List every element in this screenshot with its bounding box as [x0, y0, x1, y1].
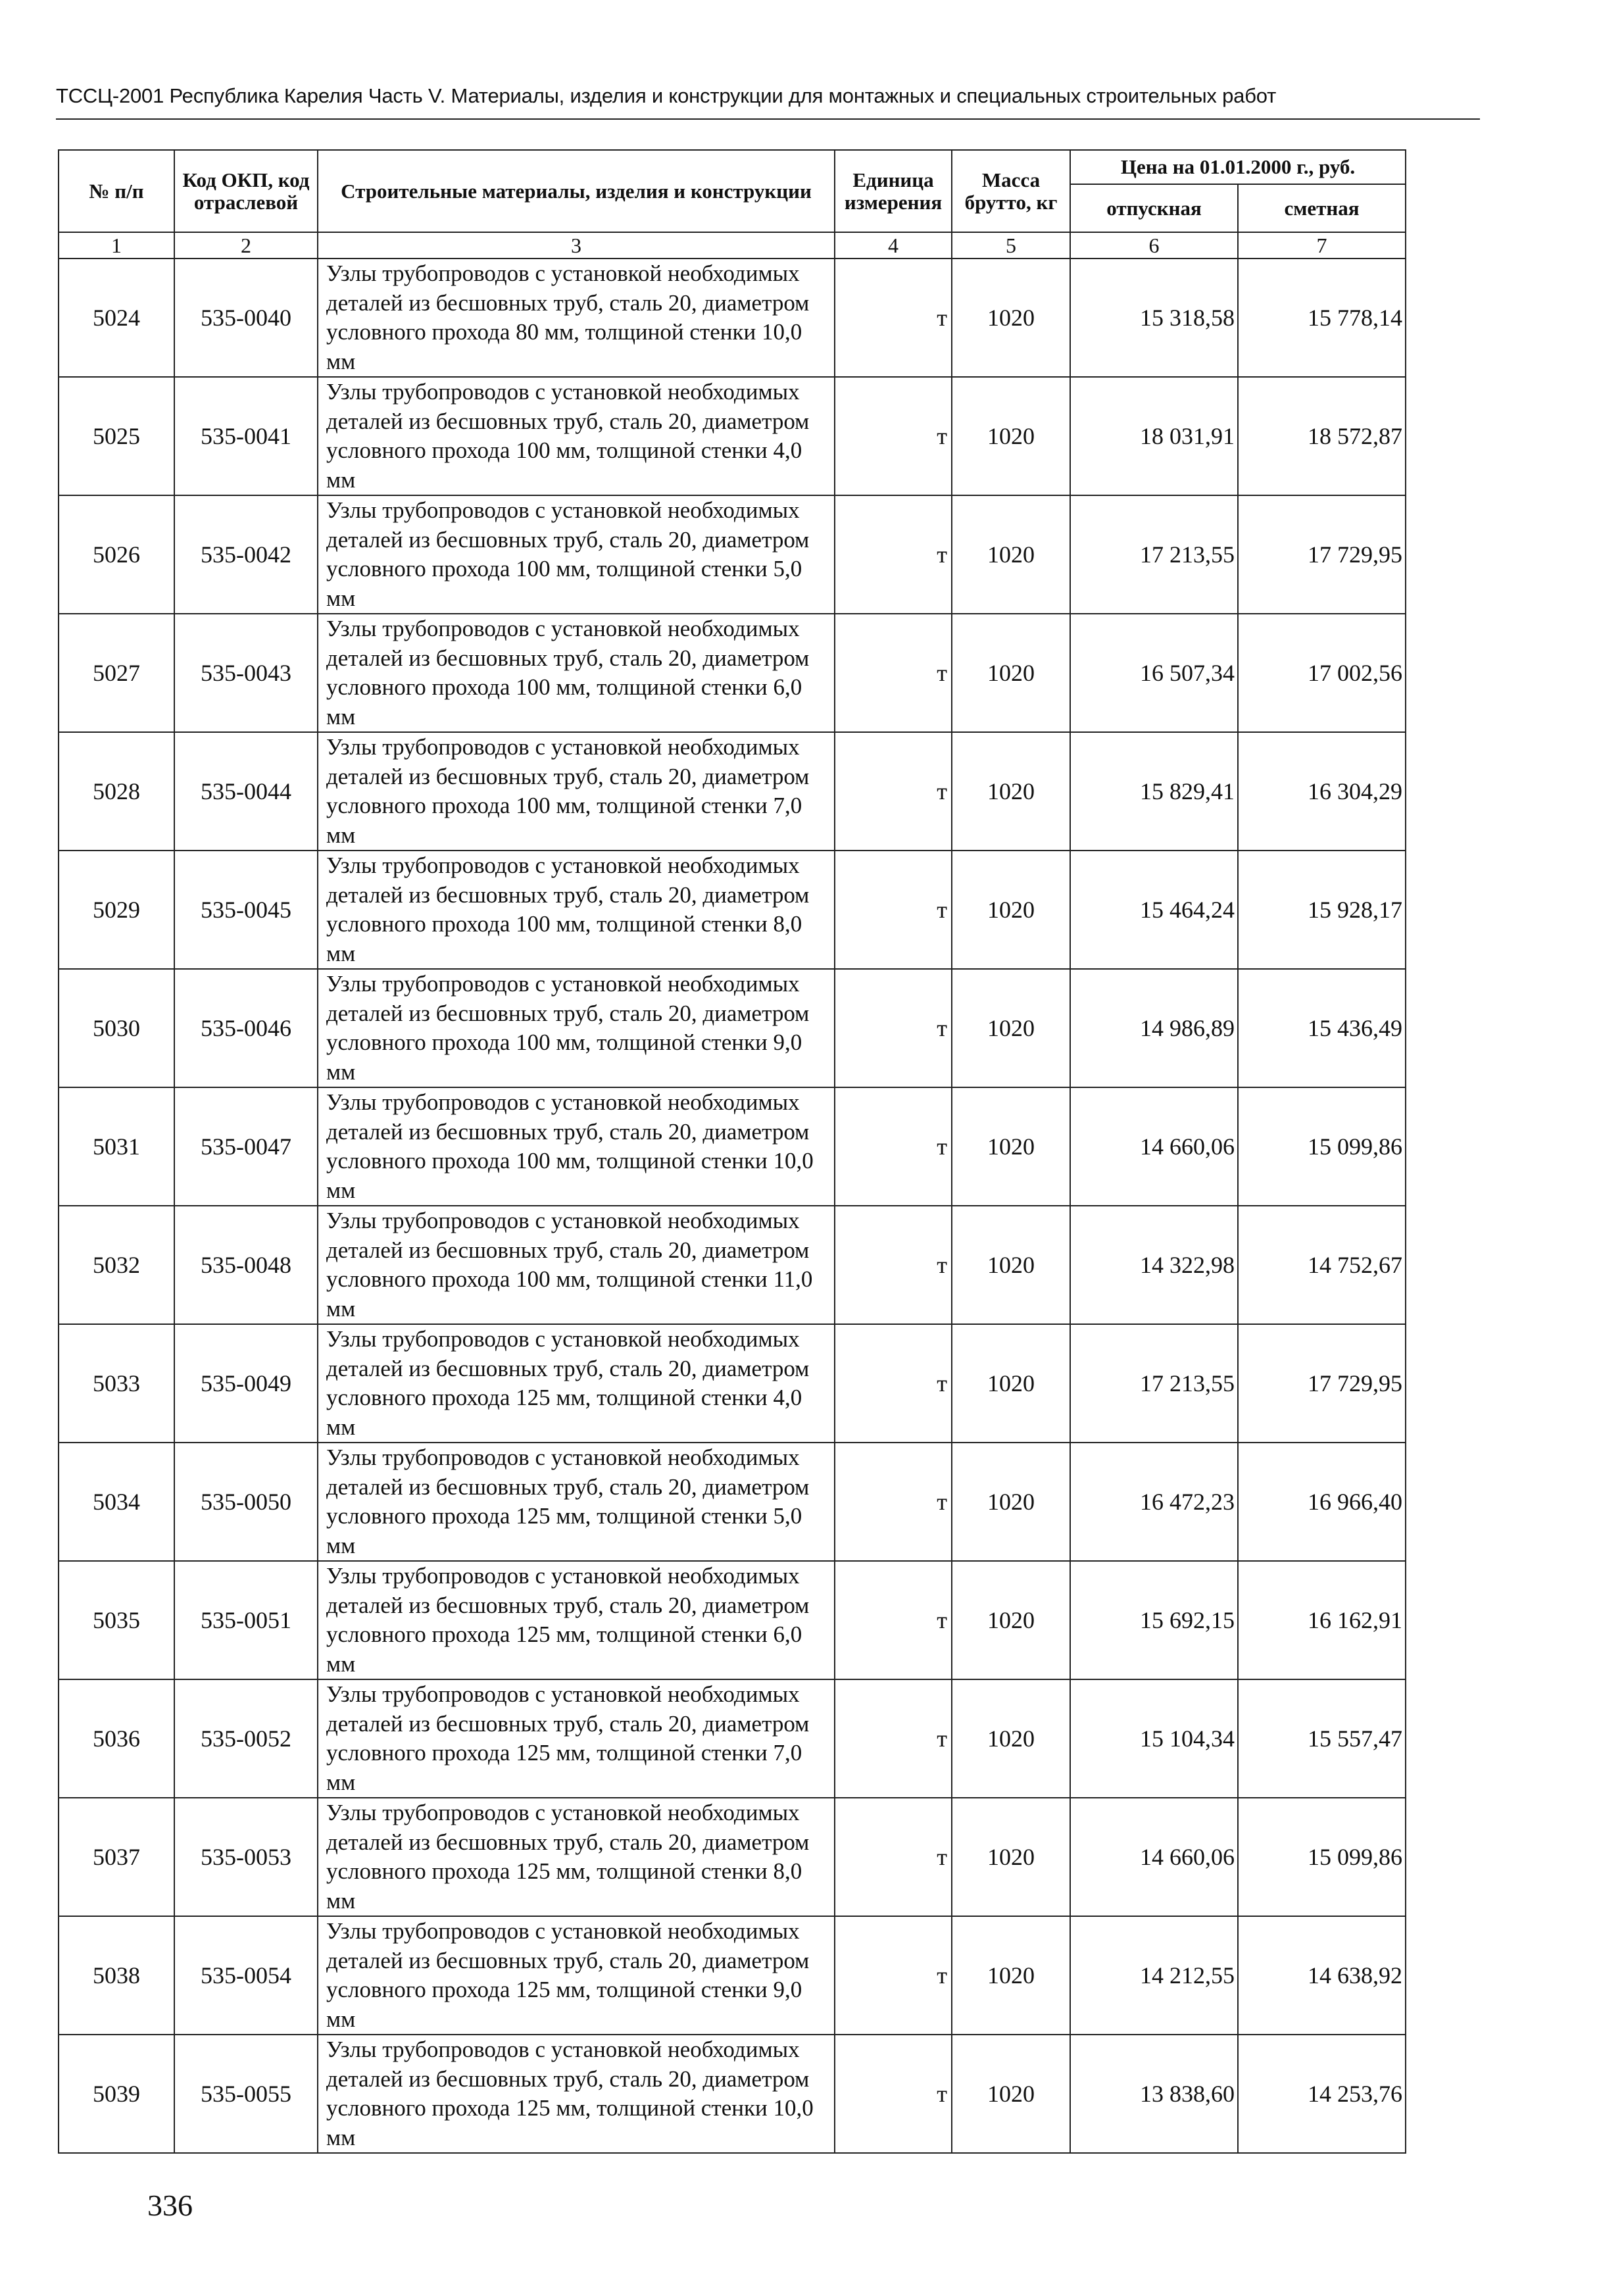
gross-mass: 1020: [952, 1324, 1070, 1443]
okp-code: 535-0042: [174, 495, 318, 614]
material-name: Узлы трубопроводов с установкой необходимых деталей из бесшовных труб, сталь 20, диаметром условного прохода 80 мм, толщиной стенки 10,0 мм: [318, 259, 835, 377]
release-price: 17 213,55: [1070, 1324, 1238, 1443]
okp-code: 535-0046: [174, 969, 318, 1087]
gross-mass: 1020: [952, 1206, 1070, 1324]
table-row: [59, 259, 1406, 377]
okp-code: 535-0054: [174, 1916, 318, 2035]
release-price: 18 031,91: [1070, 377, 1238, 495]
gross-mass: 1020: [952, 377, 1070, 495]
okp-code: 535-0041: [174, 377, 318, 495]
gross-mass: 1020: [952, 614, 1070, 732]
header-code: Код ОКП, код отраслевой: [174, 150, 318, 232]
table-row: [59, 1324, 1406, 1443]
unit-of-measure: т: [835, 851, 952, 969]
row-number: 5028: [59, 732, 174, 851]
table-body: [59, 232, 1406, 2153]
okp-code: 535-0051: [174, 1561, 318, 1679]
row-number: 5030: [59, 969, 174, 1087]
release-price: 15 829,41: [1070, 732, 1238, 851]
header-unit: Единица измерения: [835, 150, 952, 232]
material-name: Узлы трубопроводов с установкой необходимых деталей из бесшовных труб, сталь 20, диаметром условного прохода 125 мм, толщиной стенки 7,0 мм: [318, 1679, 835, 1798]
row-number: 5038: [59, 1916, 174, 2035]
unit-of-measure: т: [835, 732, 952, 851]
release-price: 17 213,55: [1070, 495, 1238, 614]
unit-of-measure: т: [835, 1916, 952, 2035]
column-number: 2: [174, 232, 318, 259]
column-number: 6: [1070, 232, 1238, 259]
okp-code: 535-0043: [174, 614, 318, 732]
column-number: 3: [318, 232, 835, 259]
release-price: 15 104,34: [1070, 1679, 1238, 1798]
unit-of-measure: т: [835, 1798, 952, 1916]
gross-mass: 1020: [952, 495, 1070, 614]
estimate-price: 15 778,14: [1238, 259, 1406, 377]
material-name: Узлы трубопроводов с установкой необходимых деталей из бесшовных труб, сталь 20, диаметром условного прохода 125 мм, толщиной стенки 9,0 мм: [318, 1916, 835, 2035]
material-name: Узлы трубопроводов с установкой необходимых деталей из бесшовных труб, сталь 20, диаметром условного прохода 100 мм, толщиной стенки 4,0 мм: [318, 377, 835, 495]
column-number: 5: [952, 232, 1070, 259]
material-name: Узлы трубопроводов с установкой необходимых деталей из бесшовных труб, сталь 20, диаметром условного прохода 100 мм, толщиной стенки 11,0 мм: [318, 1206, 835, 1324]
table-row: [59, 732, 1406, 851]
table-row: [59, 1087, 1406, 1206]
release-price: 14 660,06: [1070, 1798, 1238, 1916]
row-number: 5027: [59, 614, 174, 732]
material-name: Узлы трубопроводов с установкой необходимых деталей из бесшовных труб, сталь 20, диаметром условного прохода 100 мм, толщиной стенки 7,0 мм: [318, 732, 835, 851]
unit-of-measure: т: [835, 1324, 952, 1443]
estimate-price: 17 002,56: [1238, 614, 1406, 732]
unit-of-measure: т: [835, 1087, 952, 1206]
row-number: 5024: [59, 259, 174, 377]
estimate-price: 15 099,86: [1238, 1798, 1406, 1916]
unit-of-measure: т: [835, 495, 952, 614]
release-price: 16 507,34: [1070, 614, 1238, 732]
row-number: 5032: [59, 1206, 174, 1324]
column-number: 7: [1238, 232, 1406, 259]
okp-code: 535-0055: [174, 2035, 318, 2153]
table-row: [59, 969, 1406, 1087]
table-row: [59, 1443, 1406, 1561]
okp-code: 535-0049: [174, 1324, 318, 1443]
okp-code: 535-0053: [174, 1798, 318, 1916]
estimate-price: 15 099,86: [1238, 1087, 1406, 1206]
price-table: [58, 149, 1406, 2154]
running-header: ТССЦ-2001 Республика Карелия Часть V. Материалы, изделия и конструкции для монтажных и специальных строительных работ: [56, 84, 1277, 107]
table-row: [59, 1679, 1406, 1798]
row-number: 5029: [59, 851, 174, 969]
column-number: 1: [59, 232, 174, 259]
estimate-price: 15 557,47: [1238, 1679, 1406, 1798]
gross-mass: 1020: [952, 259, 1070, 377]
row-number: 5026: [59, 495, 174, 614]
release-price: 15 692,15: [1070, 1561, 1238, 1679]
material-name: Узлы трубопроводов с установкой необходимых деталей из бесшовных труб, сталь 20, диаметром условного прохода 125 мм, толщиной стенки 8,0 мм: [318, 1798, 835, 1916]
gross-mass: 1020: [952, 1679, 1070, 1798]
release-price: 14 986,89: [1070, 969, 1238, 1087]
gross-mass: 1020: [952, 732, 1070, 851]
okp-code: 535-0050: [174, 1443, 318, 1561]
okp-code: 535-0047: [174, 1087, 318, 1206]
page-number: 336: [147, 2189, 193, 2222]
unit-of-measure: т: [835, 259, 952, 377]
material-name: Узлы трубопроводов с установкой необходимых деталей из бесшовных труб, сталь 20, диаметром условного прохода 100 мм, толщиной стенки 9,0 мм: [318, 969, 835, 1087]
estimate-price: 16 304,29: [1238, 732, 1406, 851]
table-row: [59, 1798, 1406, 1916]
header-price-group: Цена на 01.01.2000 г., руб.: [1070, 150, 1406, 184]
table-row: [59, 2035, 1406, 2153]
row-number: 5033: [59, 1324, 174, 1443]
header-divider: [56, 118, 1480, 120]
table-row: [59, 1206, 1406, 1324]
header-name: Строительные материалы, изделия и конструкции: [318, 150, 835, 232]
material-name: Узлы трубопроводов с установкой необходимых деталей из бесшовных труб, сталь 20, диаметром условного прохода 100 мм, толщиной стенки 10,0 мм: [318, 1087, 835, 1206]
column-number-row: [59, 232, 1406, 259]
okp-code: 535-0044: [174, 732, 318, 851]
unit-of-measure: т: [835, 377, 952, 495]
estimate-price: 14 752,67: [1238, 1206, 1406, 1324]
table-row: [59, 1561, 1406, 1679]
gross-mass: 1020: [952, 1443, 1070, 1561]
gross-mass: 1020: [952, 1561, 1070, 1679]
okp-code: 535-0040: [174, 259, 318, 377]
material-name: Узлы трубопроводов с установкой необходимых деталей из бесшовных труб, сталь 20, диаметром условного прохода 125 мм, толщиной стенки 6,0 мм: [318, 1561, 835, 1679]
row-number: 5025: [59, 377, 174, 495]
row-number: 5037: [59, 1798, 174, 1916]
unit-of-measure: т: [835, 2035, 952, 2153]
estimate-price: 14 638,92: [1238, 1916, 1406, 2035]
release-price: 15 318,58: [1070, 259, 1238, 377]
release-price: 13 838,60: [1070, 2035, 1238, 2153]
okp-code: 535-0052: [174, 1679, 318, 1798]
unit-of-measure: т: [835, 1679, 952, 1798]
row-number: 5039: [59, 2035, 174, 2153]
estimate-price: 17 729,95: [1238, 495, 1406, 614]
table-row: [59, 851, 1406, 969]
header-price-release: отпускная: [1070, 184, 1238, 232]
row-number: 5031: [59, 1087, 174, 1206]
header-no: № п/п: [59, 150, 174, 232]
gross-mass: 1020: [952, 1916, 1070, 2035]
table-row: [59, 377, 1406, 495]
estimate-price: 16 966,40: [1238, 1443, 1406, 1561]
estimate-price: 17 729,95: [1238, 1324, 1406, 1443]
material-name: Узлы трубопроводов с установкой необходимых деталей из бесшовных труб, сталь 20, диаметром условного прохода 125 мм, толщиной стенки 4,0 мм: [318, 1324, 835, 1443]
okp-code: 535-0045: [174, 851, 318, 969]
header-mass: Масса брутто, кг: [952, 150, 1070, 232]
row-number: 5034: [59, 1443, 174, 1561]
unit-of-measure: т: [835, 969, 952, 1087]
material-name: Узлы трубопроводов с установкой необходимых деталей из бесшовных труб, сталь 20, диаметром условного прохода 100 мм, толщиной стенки 5,0 мм: [318, 495, 835, 614]
unit-of-measure: т: [835, 1206, 952, 1324]
estimate-price: 15 928,17: [1238, 851, 1406, 969]
okp-code: 535-0048: [174, 1206, 318, 1324]
estimate-price: 16 162,91: [1238, 1561, 1406, 1679]
material-name: Узлы трубопроводов с установкой необходимых деталей из бесшовных труб, сталь 20, диаметром условного прохода 100 мм, толщиной стенки 8,0 мм: [318, 851, 835, 969]
estimate-price: 18 572,87: [1238, 377, 1406, 495]
gross-mass: 1020: [952, 2035, 1070, 2153]
gross-mass: 1020: [952, 1087, 1070, 1206]
release-price: 15 464,24: [1070, 851, 1238, 969]
unit-of-measure: т: [835, 614, 952, 732]
gross-mass: 1020: [952, 1798, 1070, 1916]
material-name: Узлы трубопроводов с установкой необходимых деталей из бесшовных труб, сталь 20, диаметром условного прохода 125 мм, толщиной стенки 10,0 мм: [318, 2035, 835, 2153]
gross-mass: 1020: [952, 851, 1070, 969]
unit-of-measure: т: [835, 1561, 952, 1679]
row-number: 5036: [59, 1679, 174, 1798]
table-row: [59, 1916, 1406, 2035]
gross-mass: 1020: [952, 969, 1070, 1087]
estimate-price: 14 253,76: [1238, 2035, 1406, 2153]
release-price: 14 322,98: [1070, 1206, 1238, 1324]
release-price: 14 660,06: [1070, 1087, 1238, 1206]
estimate-price: 15 436,49: [1238, 969, 1406, 1087]
release-price: 16 472,23: [1070, 1443, 1238, 1561]
unit-of-measure: т: [835, 1443, 952, 1561]
table-row: [59, 495, 1406, 614]
release-price: 14 212,55: [1070, 1916, 1238, 2035]
row-number: 5035: [59, 1561, 174, 1679]
material-name: Узлы трубопроводов с установкой необходимых деталей из бесшовных труб, сталь 20, диаметром условного прохода 125 мм, толщиной стенки 5,0 мм: [318, 1443, 835, 1561]
column-number: 4: [835, 232, 952, 259]
table-row: [59, 614, 1406, 732]
header-price-estimate: сметная: [1238, 184, 1406, 232]
material-name: Узлы трубопроводов с установкой необходимых деталей из бесшовных труб, сталь 20, диаметром условного прохода 100 мм, толщиной стенки 6,0 мм: [318, 614, 835, 732]
